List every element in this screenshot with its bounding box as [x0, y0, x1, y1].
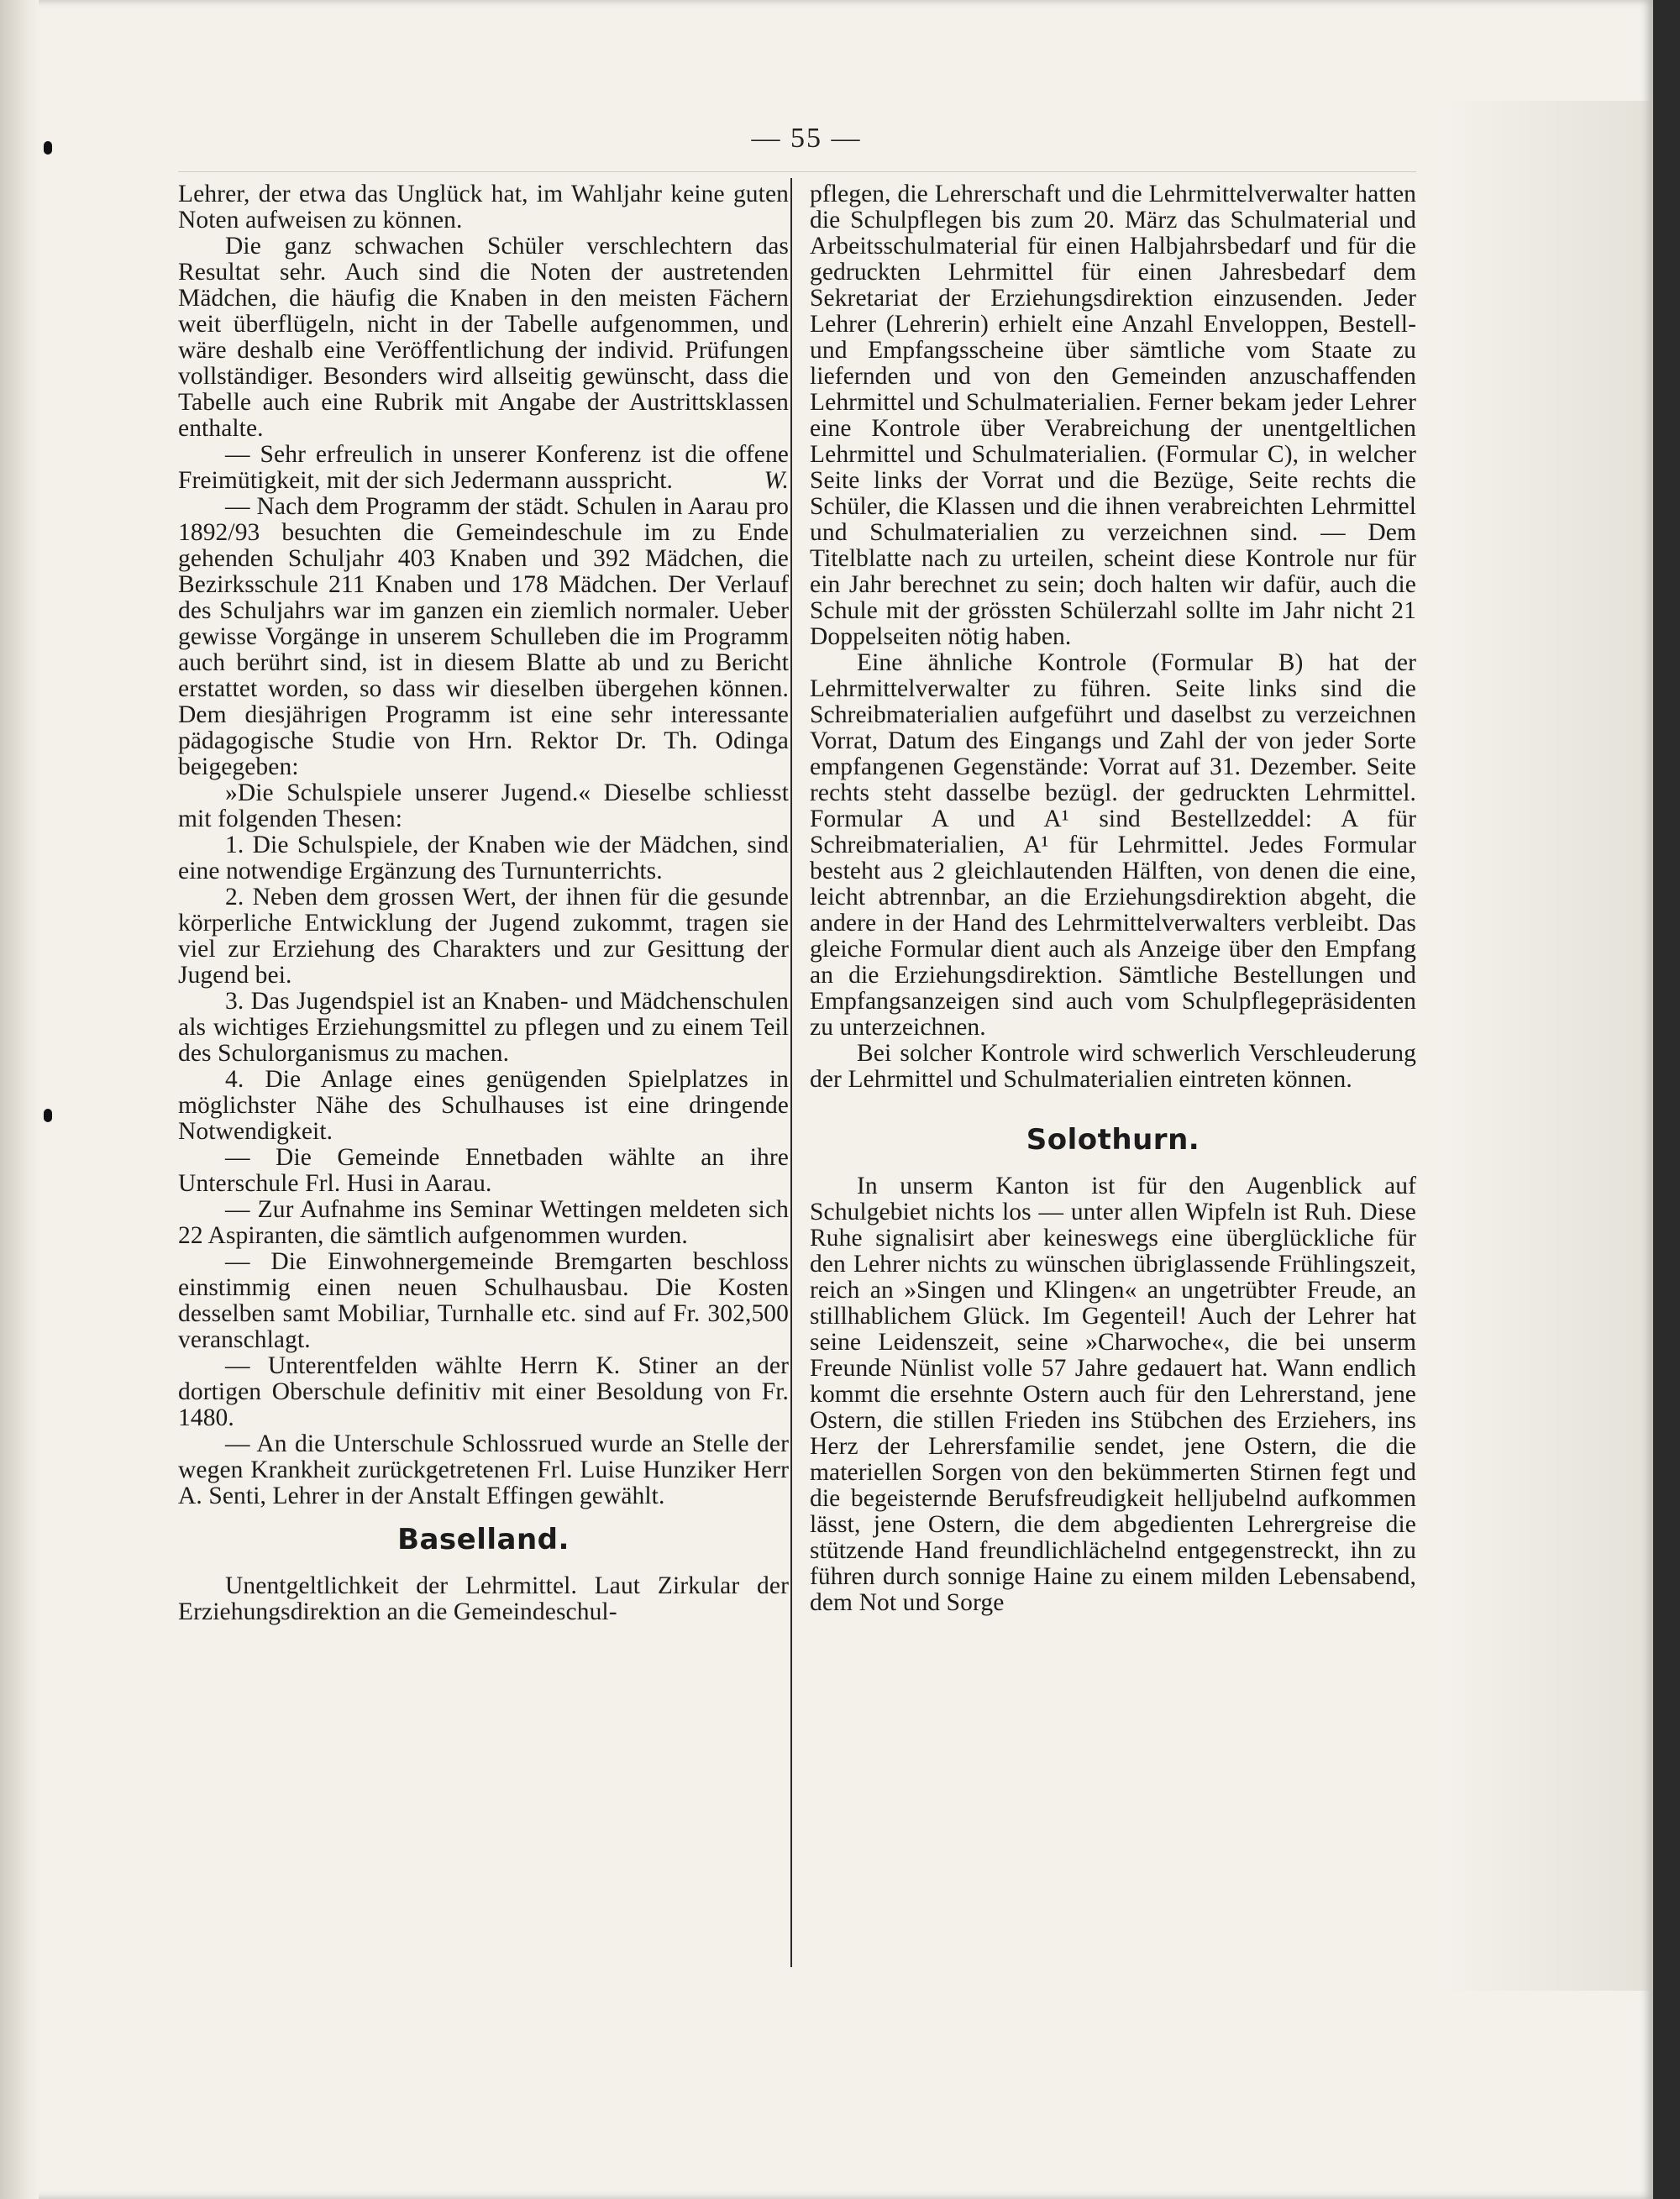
paragraph-text: — Sehr erfreulich in unserer Konferenz ist die offene Freimütigkeit, mit der sich Jedermann ausspricht.: [178, 441, 789, 494]
paragraph: [178, 1067, 789, 1145]
paragraph-text: In unserm Kanton ist für den Augenblick auf Schulgebiet nichts los — unter allen Wipfeln ist Ruh. Diese Ruhe signalisirt aber keineswegs eine überglückliche für den Lehrer nichts zu wünschen übriglassende Frühlingszeit, reich an »Singen und Klingen« an ungetrübter Freude, an stillhablichem Glück. Im Gegenteil! Auch der Lehrer hat seine Leidenszeit, seine »Charwoche«, die bei unserm Freunde Nünlist volle 57 Jahre gedauert hat. Wann endlich kommt die ersehnte Ostern auch für den Lehrerstand, jene Ostern, die stillen Frieden ins Stübchen des Erziehers, ins Herz der Lehrersfamilie sendet, jene Ostern, die die materiellen Sorgen von den bekümmerten Stirnen fegt und die begeisternde Berufsfreudigkeit helljubelnd aufkommen lässt, jene Ostern, die dem abgedienten Lehrergreise die stützende Hand freundlichlächelnd entgegenstreckt, ihn zu führen durch sonnige Haine zu einem milden Lebensabend, dem Not und Sorge: [810, 1173, 1416, 1616]
book-gutter: [0, 0, 39, 2199]
author-signature: W.: [764, 467, 789, 494]
paragraph-text: — Zur Aufnahme ins Seminar Wettingen meldeten sich 22 Aspiranten, die sämtlich aufgenommen wurden.: [178, 1196, 789, 1249]
paragraph-text: Bei solcher Kontrole wird schwerlich Verschleuderung der Lehrmittel und Schulmaterialien eintreten können.: [810, 1040, 1416, 1093]
paragraph: [810, 181, 1416, 650]
paragraph: [178, 989, 789, 1067]
paragraph: [178, 494, 789, 780]
paragraph: [178, 884, 789, 989]
section-heading: Solothurn.: [1026, 1123, 1200, 1157]
paragraph-text: 4. Die Anlage eines genügenden Spielplatzes in möglichster Nähe des Schulhauses ist eine dringende Notwendigkeit.: [178, 1066, 789, 1145]
paragraph-text: Unentgeltlichkeit der Lehrmittel. Laut Zirkular der Erziehungsdirektion an die Gemeindeschul-: [178, 1572, 789, 1625]
paragraph-text: Die ganz schwachen Schüler verschlechtern das Resultat sehr. Auch sind die Noten der austretenden Mädchen, die häufig die Knaben in den meisten Fächern weit überflügeln, nicht in der Tabelle aufgenommen, und wäre deshalb eine Veröffentlichung der individ. Prüfungen vollständiger. Besonders wird allseitig gewünscht, dass die Tabelle auch eine Rubrik mit Angabe der Austrittsklassen enthalte.: [178, 233, 789, 442]
binding-hole: [44, 141, 52, 155]
paragraph: [810, 650, 1416, 1041]
paragraph: [178, 780, 789, 832]
paragraph-text: — An die Unterschule Schlossrued wurde an Stelle der wegen Krankheit zurückgetretenen Frl. Luise Hunziker Herr A. Senti, Lehrer in der Anstalt Effingen gewählt.: [178, 1430, 789, 1509]
paragraph-text: 1. Die Schulspiele, der Knaben wie der Mädchen, sind eine notwendige Ergänzung des Turnunterrichts.: [178, 832, 789, 884]
right-column: [810, 181, 1416, 1616]
paragraph-text: — Nach dem Programm der städt. Schulen in Aarau pro 1892/93 besuchten die Gemeindeschule im zu Ende gehenden Schuljahr 403 Knaben und 392 Mädchen, die Bezirksschule 211 Knaben und 178 Mädchen. Der Verlauf des Schuljahrs war im ganzen ein ziemlich normaler. Ueber gewisse Vorgänge in unserem Schulleben die im Programm auch berührt sind, ist in diesem Blatte ab und zu Bericht erstattet worden, so dass wir dieselben übergehen können. Dem diesjährigen Programm ist eine sehr interessante pädagogische Studie von Hrn. Rektor Dr. Th. Odinga beigegeben:: [178, 493, 789, 780]
paragraph: [178, 181, 789, 234]
column-divider: [790, 178, 792, 1967]
paragraph: [178, 1145, 789, 1197]
section-heading: Baselland.: [397, 1523, 570, 1556]
paragraph-text: 2. Neben dem grossen Wert, der ihnen für die gesunde körperliche Entwicklung der Jugend zukommt, tragen sie viel zur Erziehung des Charakters und zur Gesittung der Jugend bei.: [178, 884, 789, 989]
binding-hole: [44, 1109, 52, 1122]
paragraph-text: — Unterentfelden wählte Herrn K. Stiner an der dortigen Oberschule definitiv mit einer Besoldung von Fr. 1480.: [178, 1352, 789, 1431]
paragraph: [810, 1173, 1416, 1616]
paragraph: [810, 1041, 1416, 1093]
paragraph: [178, 1573, 789, 1625]
paragraph: [178, 832, 789, 884]
header-rule: [178, 171, 1416, 172]
paragraph-text: — Die Gemeinde Ennetbaden wählte an ihre Unterschule Frl. Husi in Aarau.: [178, 1144, 789, 1197]
paragraph: [178, 1249, 789, 1353]
paragraph: [178, 442, 789, 494]
page-number: — 55 —: [751, 123, 862, 154]
paragraph-text: 3. Das Jugendspiel ist an Knaben- und Mädchenschulen als wichtiges Erziehungsmittel zu pflegen und zu einem Teil des Schulorganismus zu machen.: [178, 988, 789, 1067]
paragraph-text: Lehrer, der etwa das Unglück hat, im Wahljahr keine guten Noten aufweisen zu können.: [178, 181, 789, 234]
paragraph: [178, 1353, 789, 1431]
paragraph-text: »Die Schulspiele unserer Jugend.« Dieselbe schliesst mit folgenden Thesen:: [178, 779, 789, 832]
paragraph-text: pflegen, die Lehrerschaft und die Lehrmittelverwalter hatten die Schulpflegen bis zum 20. März das Schulmaterial und Arbeitsschulmaterial für einen Halbjahrsbedarf und für die gedruckten Lehrmittel für einen Jahresbedarf dem Sekretariat der Erziehungsdirektion einzusenden. Jeder Lehrer (Lehrerin) erhielt eine Anzahl Enveloppen, Bestell- und Empfangsscheine über sämtliche vom Staate zu liefernden und von den Gemeinden anzuschaffenden Lehrmittel und Schulmaterialien. Ferner bekam jeder Lehrer eine Kontrole über Verabreichung der unentgeltlichen Lehrmittel und Schulmaterialien. (Formular C), in welcher Seite links der Vorrat und die Bezüge, Seite rechts die Schüler, die Klassen und die ihnen verabreichten Lehrmittel und Schulmaterialien zu verzeichnen sind. — Dem Titelblatte nach zu urteilen, scheint diese Kontrole nur für ein Jahr berechnet zu sein; doch halten wir dafür, auch die Schule mit der grössten Schülerzahl sollte im Jahr nicht 21 Doppelseiten nötig haben.: [810, 181, 1416, 650]
left-column: [178, 181, 789, 1625]
paragraph: [178, 1197, 789, 1249]
paragraph-text: Eine ähnliche Kontrole (Formular B) hat der Lehrmittelverwalter zu führen. Seite links sind die Schreibmaterialien aufgeführt und daselbst zu verzeichnen Vorrat, Datum des Eingangs und Zahl der von jeder Sorte empfangenen Gegenstände: Vorrat auf 31. Dezember. Seite rechts steht dasselbe bezügl. der gedruckten Lehrmittel. Formular A und A¹ sind Bestellzeddel: A für Schreibmaterialien, A¹ für Lehrmittel. Jedes Formular besteht aus 2 gleichlautenden Hälften, von denen die eine, leicht abtrennbar, an die Erziehungsdirektion abgeht, die andere in der Hand des Lehrmittelverwalters verbleibt. Das gleiche Formular dient auch als Anzeige über den Empfang an die Erziehungsdirektion. Sämtliche Bestellungen und Empfangsanzeigen sind auch vom Schulpflegepräsidenten zu unterzeichnen.: [810, 649, 1416, 1041]
page-edge-shadow: [1445, 101, 1653, 1991]
paragraph: [178, 234, 789, 442]
paragraph-text: — Die Einwohnergemeinde Bremgarten beschloss einstimmig einen neuen Schulhausbau. Die Kosten desselben samt Mobiliar, Turnhalle etc. sind auf Fr. 302,500 veranschlagt.: [178, 1248, 789, 1353]
paragraph: [178, 1431, 789, 1509]
